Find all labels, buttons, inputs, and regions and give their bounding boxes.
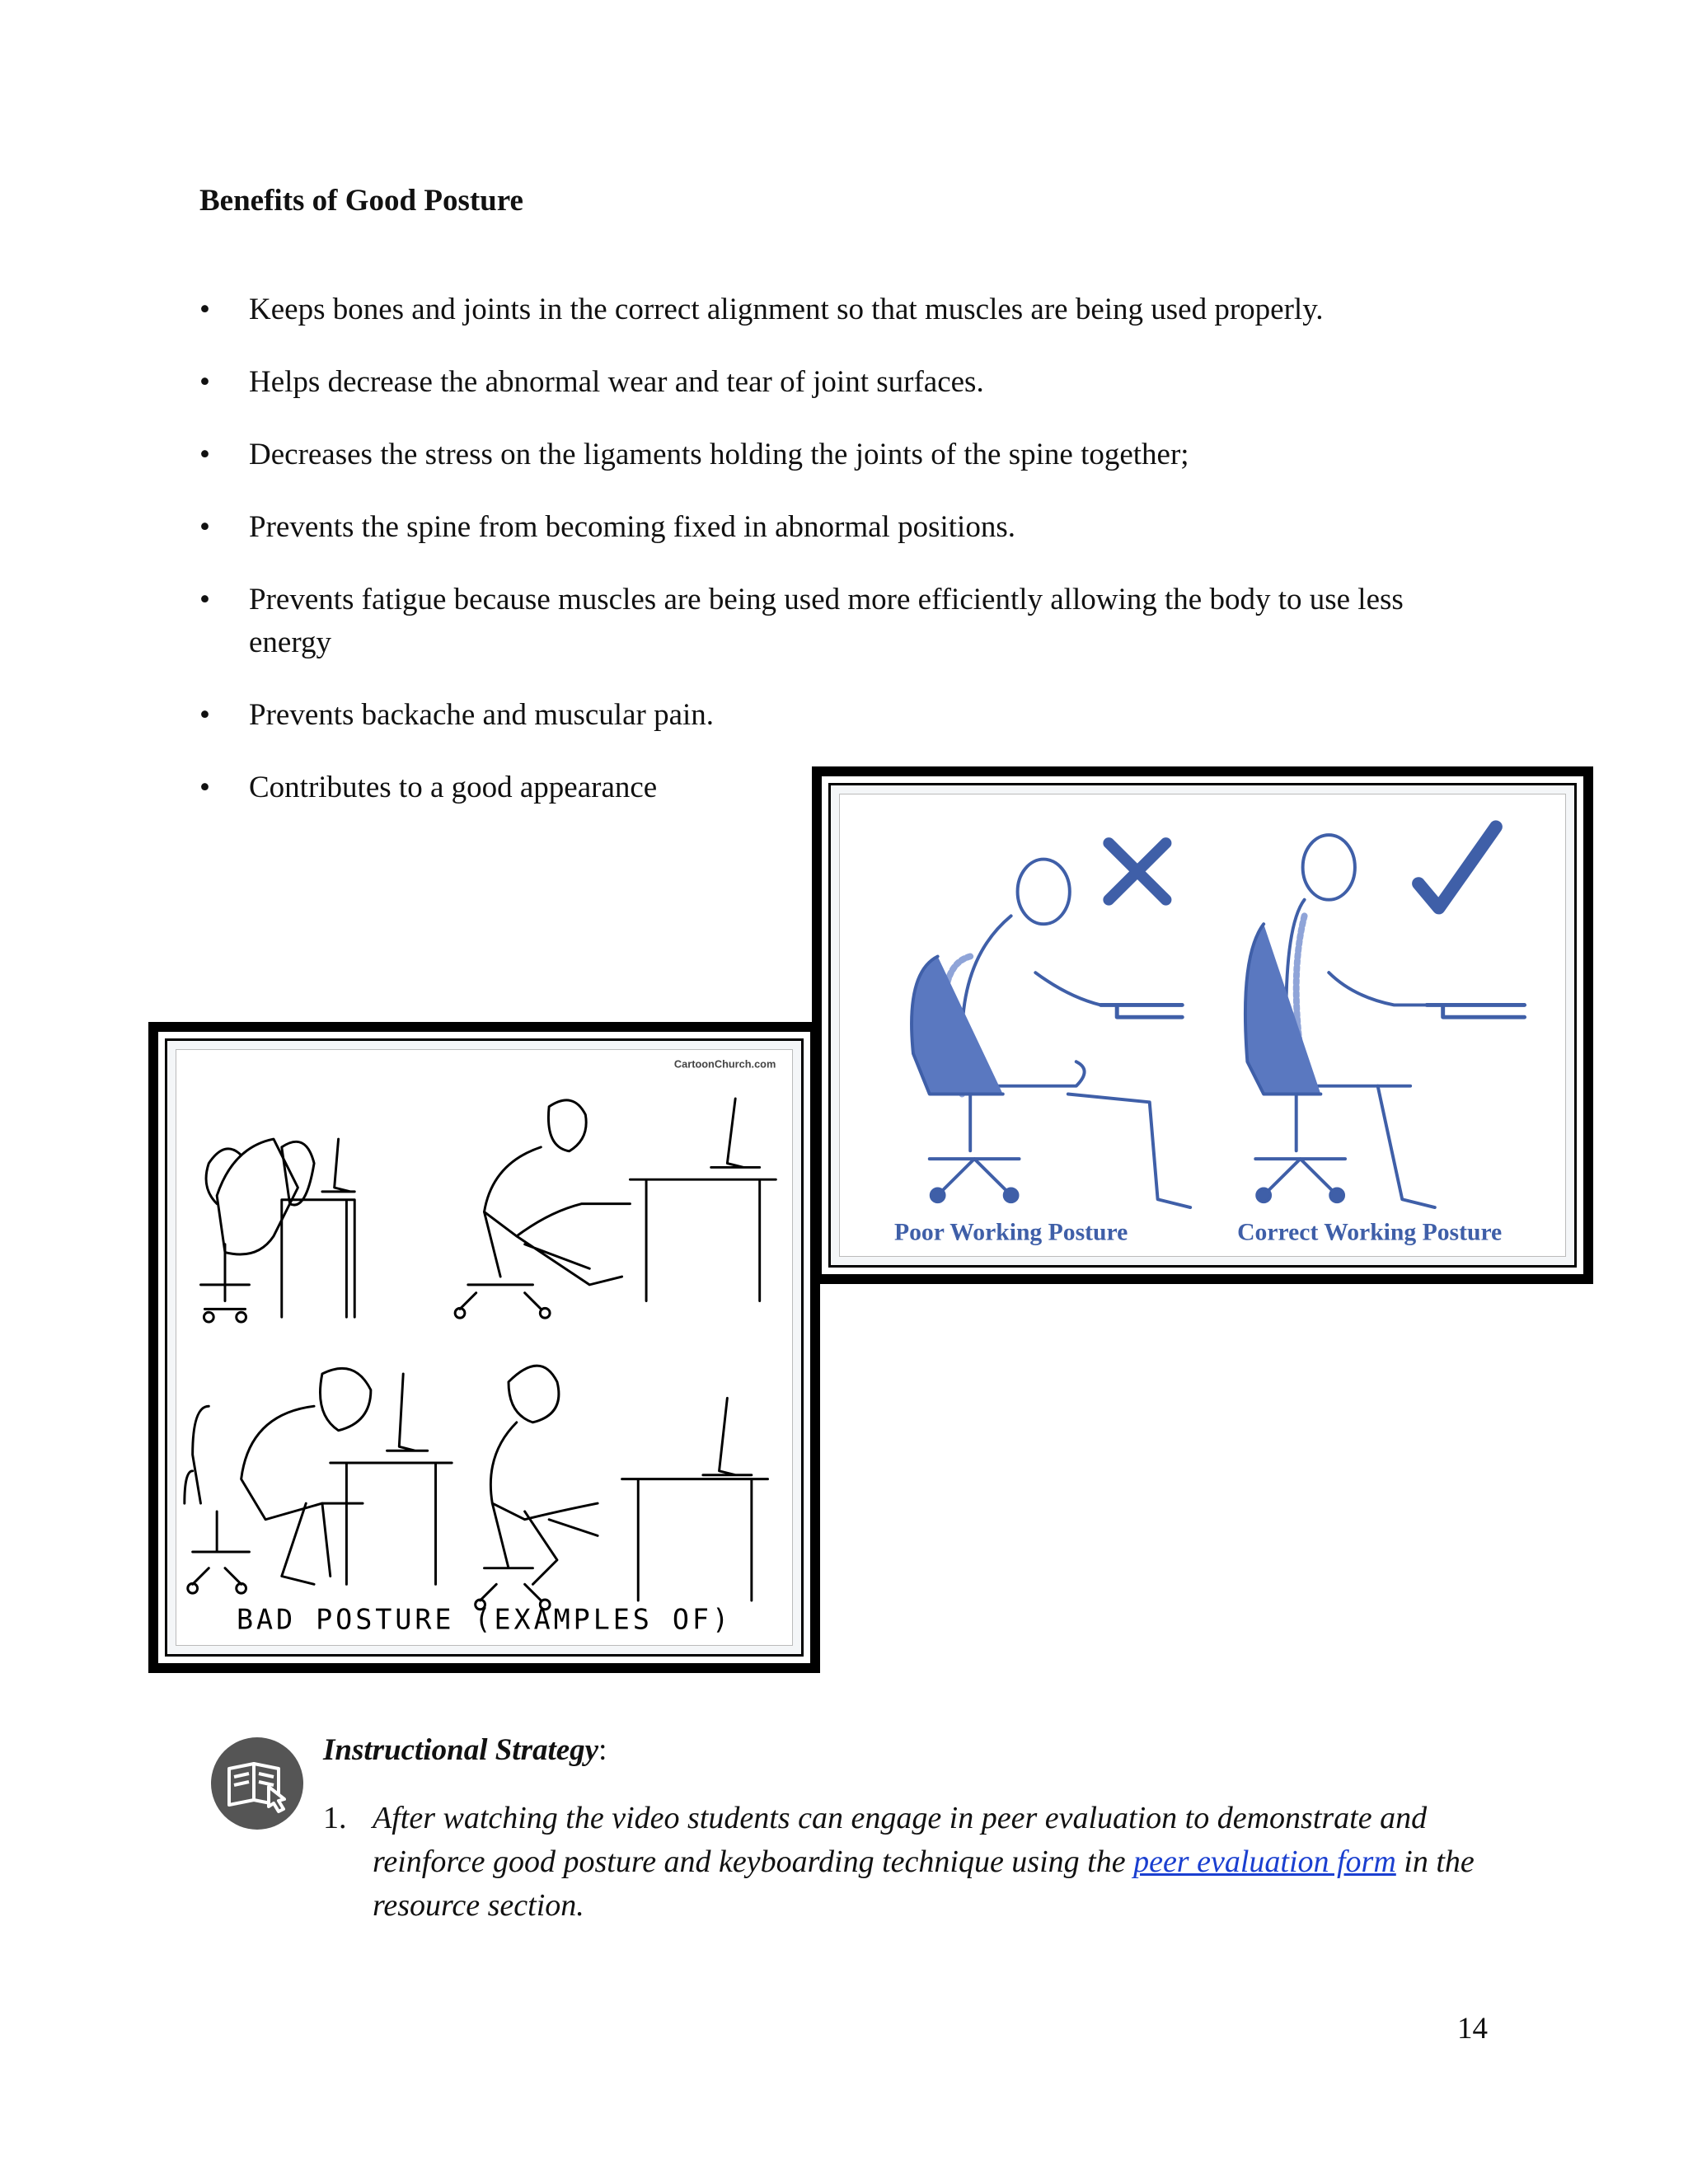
section-heading: Benefits of Good Posture: [199, 184, 523, 218]
bullet-text: Contributes to a good appearance: [249, 771, 658, 804]
bullet-glyph: •: [199, 583, 210, 616]
bullet-text: Prevents the spine from becoming fixed in abnormal positions.: [249, 510, 1015, 544]
benefits-list: [199, 288, 1485, 839]
poor-posture-caption: Poor Working Posture: [894, 1219, 1128, 1246]
cartoon-figure-hunched: [200, 1139, 354, 1322]
list-item: [199, 694, 1485, 737]
bullet-glyph: •: [199, 698, 210, 732]
strategy-item-text: [373, 1797, 1518, 1928]
strategy-title-text: Instructional Strategy: [323, 1733, 599, 1767]
cartoon-figure-slouched: [185, 1368, 452, 1593]
bullet-text: Helps decrease the abnormal wear and tear of joint surfaces.: [249, 365, 984, 399]
bullet-text: Prevents backache and muscular pain.: [249, 698, 715, 732]
strategy-text-before-link: After watching the video students can engage in peer evaluation to demonstrate and reinforce good posture and keyboarding technique using the: [373, 1801, 1428, 1879]
list-item: [199, 506, 1485, 549]
bullet-text: Decreases the stress on the ligaments holding the joints of the spine together;: [249, 438, 1189, 471]
check-mark-icon: [1418, 827, 1496, 907]
list-item: [199, 434, 1485, 476]
cartoon-credit: CartoonChurch.com: [673, 1057, 776, 1071]
correct-posture-figure: [1245, 835, 1525, 1207]
strategy-text-after-link: in the resource section.: [373, 1844, 1475, 1923]
peer-evaluation-form-link[interactable]: peer evaluation form: [1133, 1844, 1396, 1879]
book-pointer-icon: [211, 1737, 303, 1830]
bullet-glyph: •: [199, 365, 210, 399]
page-number: 14: [1457, 2012, 1488, 2046]
poor-posture-figure: [912, 860, 1190, 1207]
bad-posture-caption: BAD POSTURE (EXAMPLES OF): [236, 1603, 733, 1636]
working-posture-illustration: [840, 794, 1565, 1256]
bullet-glyph: •: [199, 510, 210, 544]
list-item: [199, 579, 1485, 664]
strategy-item: [323, 1797, 1518, 1928]
bad-posture-illustration: [176, 1050, 792, 1645]
cartoon-figure-reclined: [455, 1099, 776, 1318]
strategy-title: [323, 1732, 607, 1768]
cross-mark-icon: [1109, 843, 1165, 900]
list-item: [199, 361, 1485, 404]
working-posture-figure: [812, 766, 1593, 1284]
strategy-title-colon: :: [598, 1733, 607, 1767]
cartoon-figure-slumped: [476, 1366, 768, 1610]
bad-posture-figure: [148, 1022, 820, 1673]
bullet-glyph: •: [199, 771, 210, 804]
bullet-text: Prevents fatigue because muscles are being used more efficiently allowing the body to use less energy: [249, 583, 1404, 659]
bullet-glyph: •: [199, 293, 210, 326]
list-item: [199, 288, 1485, 331]
strategy-item-number: 1.: [323, 1801, 347, 1835]
bullet-glyph: •: [199, 438, 210, 471]
bullet-text: Keeps bones and joints in the correct alignment so that muscles are being used properly.: [249, 293, 1324, 326]
correct-posture-caption: Correct Working Posture: [1237, 1219, 1503, 1246]
